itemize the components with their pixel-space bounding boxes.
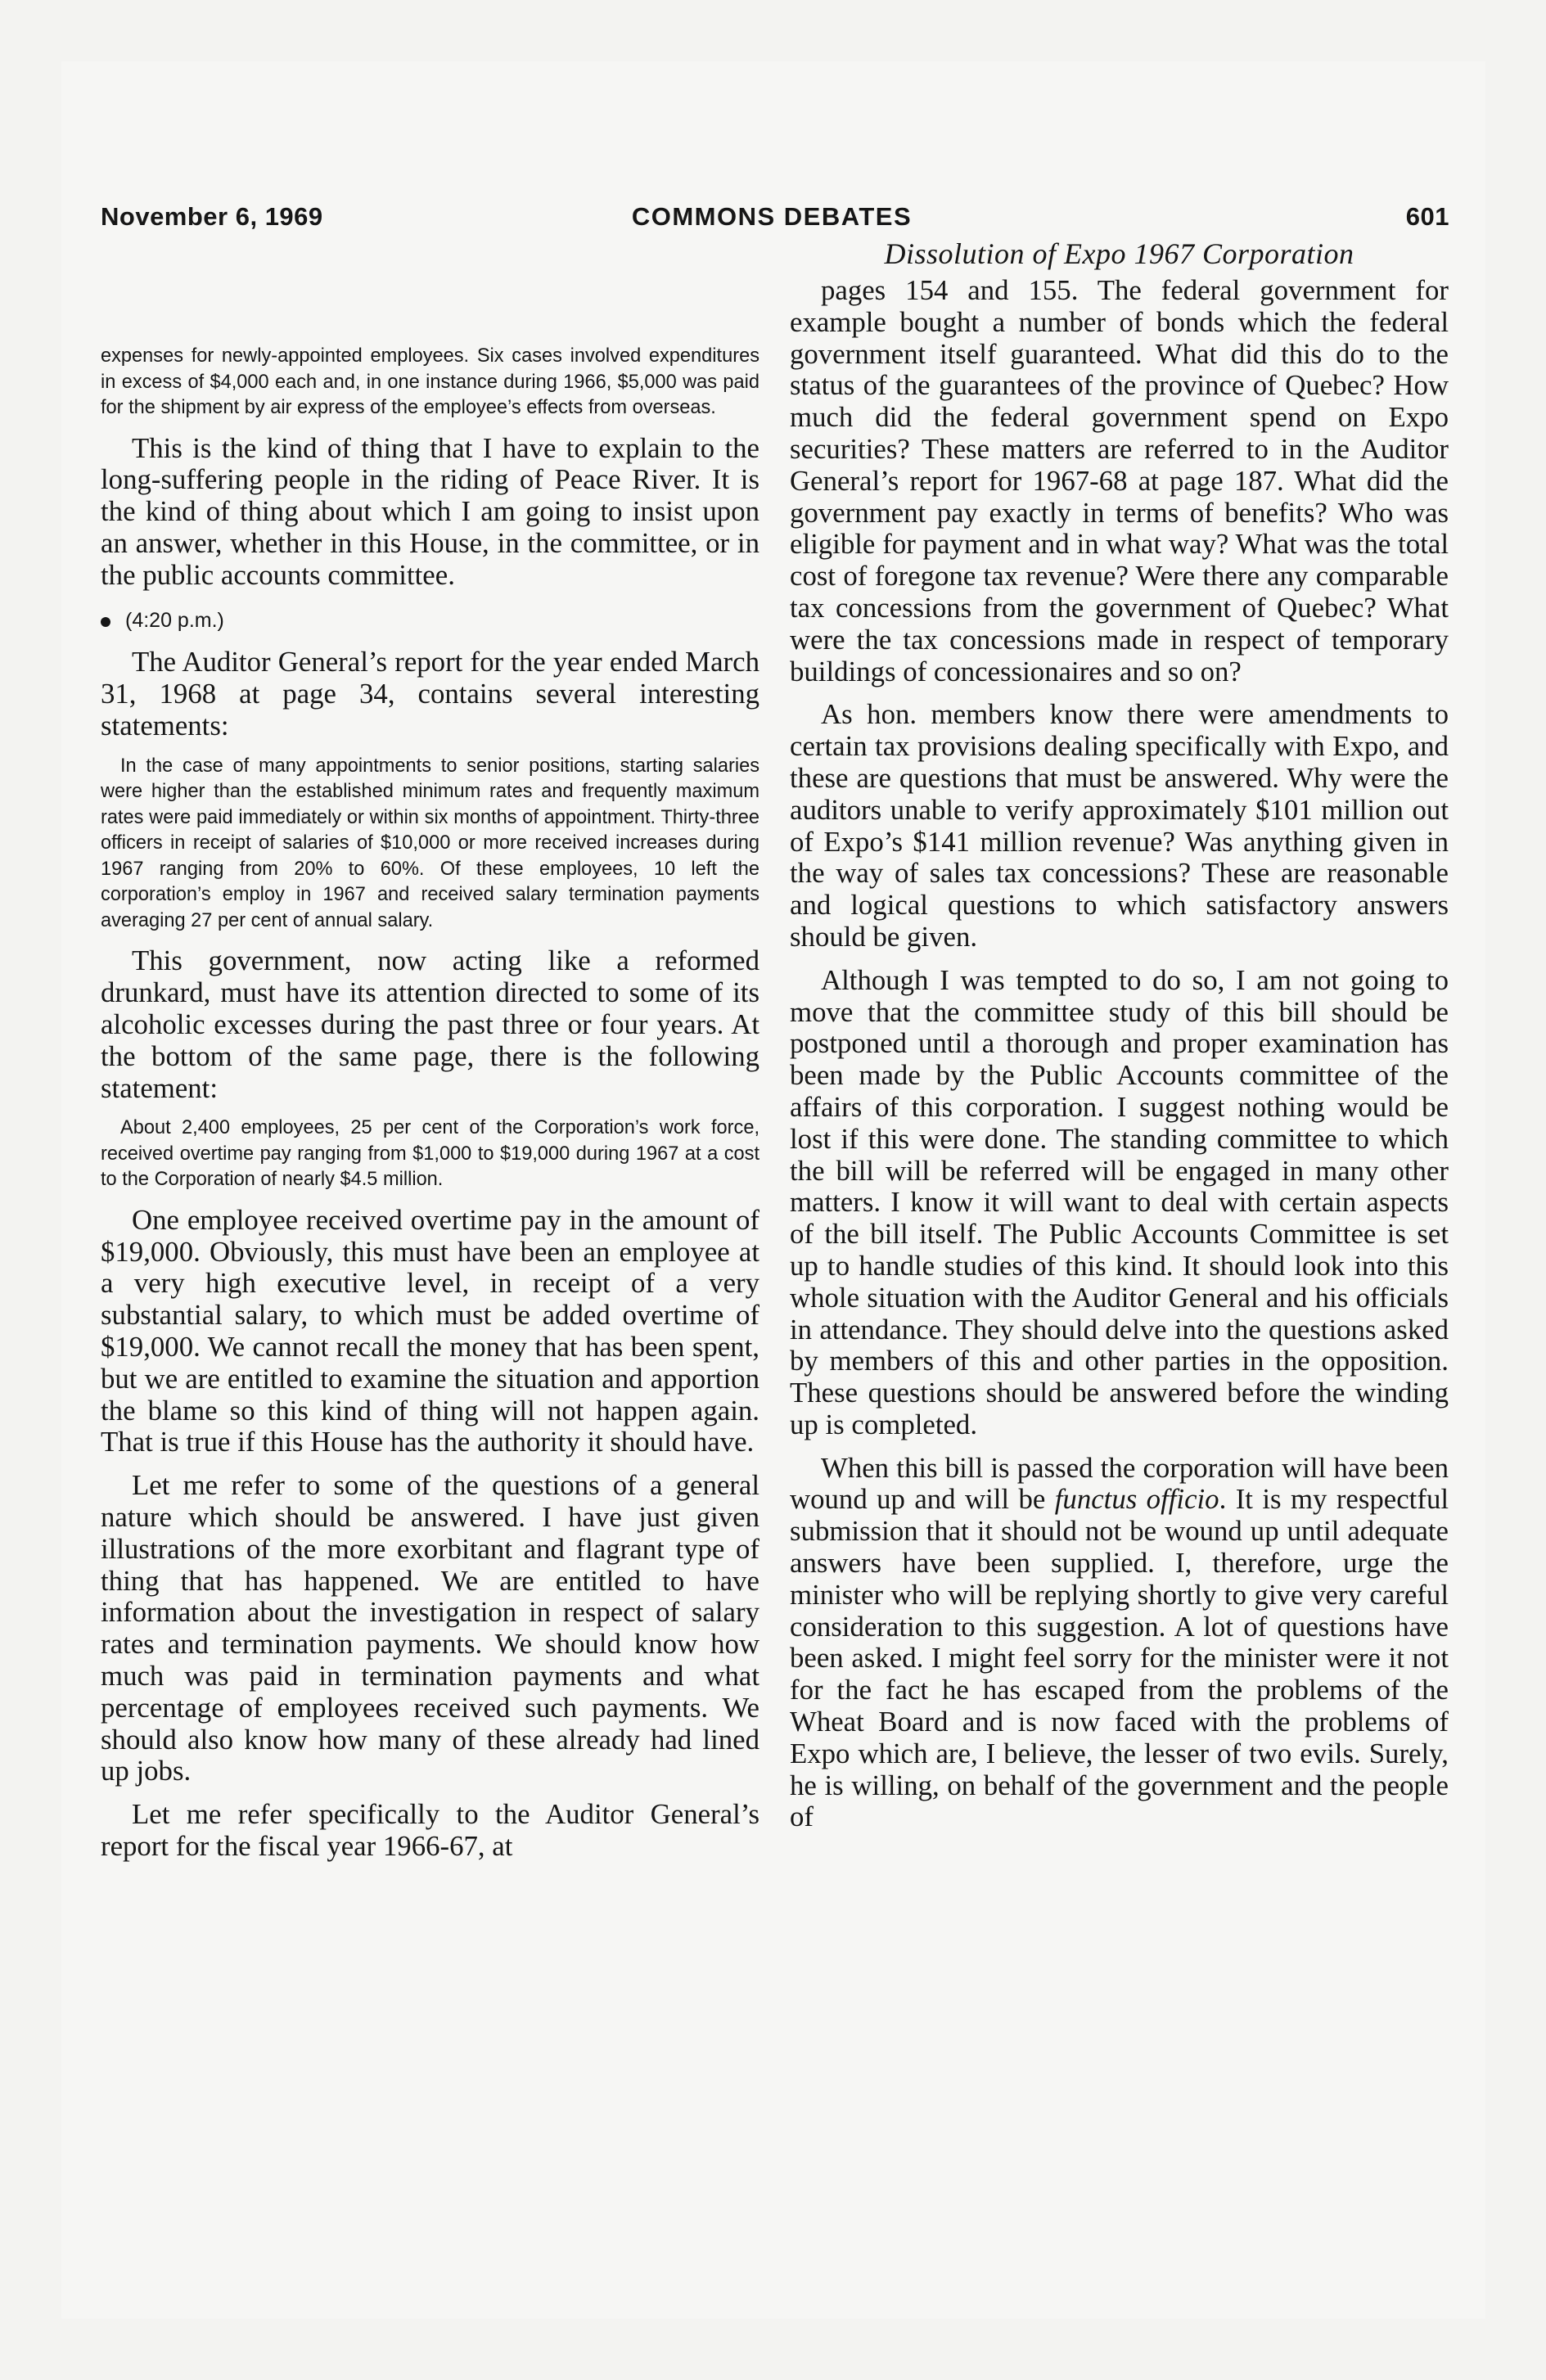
paragraph: Let me refer specifically to the Auditor General’s report for the fiscal year 1966-67, at xyxy=(101,1798,759,1862)
page-header xyxy=(101,202,1449,235)
paragraph: As hon. members know there were amendments to certain tax provisions dealing specifically with Expo, and these are questions that must be answered. Why were the auditors unable to verify approximately $101 million out of Expo’s $141 million revenue? Was anything given in the way of sales tax concessions? These are reasonable and logical questions to which satisfactory answers should be given. xyxy=(790,698,1449,953)
time-marker-text: (4:20 p.m.) xyxy=(125,609,224,633)
quote-block: About 2,400 employees, 25 per cent of the Corporation’s work force, received overtime pay ranging from $1,000 to $19,000 during 1967 at a cost to the Corporation of nearly $4.5 million. xyxy=(101,1117,759,1191)
paragraph: pages 154 and 155. The federal government for example bought a number of bonds which the federal government itself guaranteed. What did this do to the status of the guarantees of the province of Quebec? How much did the federal government spend on Expo securities? These matters are referred to in the Auditor General’s report for 1967-68 at page 187. What did the government pay exactly in terms of benefits? Who was eligible for payment and in what way? What was the total cost of foregone tax revenue? Were there any comparable tax concessions from the government of Quebec? What were the tax concessions made in respect of temporary buildings of concessionaires and so on? xyxy=(790,274,1449,687)
right-column xyxy=(790,236,1449,1833)
paragraph: Let me refer to some of the questions of a general nature which should be answered. I have just given illustrations of the more exorbitant and flagrant type of thing that has happened. We are entitled to have information about the investigation in respect of salary rates and termination payments. We should know how much was paid in termination payments and what percentage of employees received such payments. We should also know how many of these already had lined up jobs. xyxy=(101,1469,759,1787)
left-column xyxy=(101,236,759,1863)
latin-phrase: functus officio xyxy=(1054,1483,1219,1516)
header-date: November 6, 1969 xyxy=(101,202,323,231)
document-page xyxy=(61,61,1485,2319)
paragraph xyxy=(790,1453,1449,1834)
section-subheading: Dissolution of Expo 1967 Corporation xyxy=(884,237,1354,270)
quote-block: expenses for newly-appointed employees. Six cases involved expenditures in excess of $4,000 each and, in one instance during 1966, $5,000 was paid for the shipment by air express of the employee’s effects from overseas. xyxy=(101,345,759,418)
bullet-icon xyxy=(101,617,110,627)
quote-block: In the case of many appointments to senior positions, starting salaries were higher than the established minimum rates and frequently maximum rates were paid immediately or within six months of appointment. Thirty-three officers in receipt of salaries of $10,000 or more received increases during 1967 ranging from 20% to 60%. Of these employees, 10 left the corporation’s employ in 1967 and received salary termination payments averaging 27 per cent of annual salary. xyxy=(101,755,759,931)
paragraph: This is the kind of thing that I have to explain to the long-suffering people in the riding of Peace River. It is the kind of thing about which I am going to insist upon an answer, whether in this House, in the committee, or in the public accounts committee. xyxy=(101,431,759,591)
paragraph-text: . It is my respectful submission that it should not be wound up until adequate answers have been supplied. I, therefore, urge the minister who will be replying shortly to give very careful consideration to this suggestion. A lot of questions have been asked. I might feel sorry for the minister were it not for the fact he has escaped from the problems of the Wheat Board and is now faced with the problems of Expo which are, I believe, the lesser of two evils. Surely, he is willing, on behalf of the government and the people of xyxy=(790,1483,1449,1833)
time-marker xyxy=(101,606,759,635)
header-title: COMMONS DEBATES xyxy=(631,202,913,231)
paragraph-text: When this bill is passed the corporation will have been wound up and will be xyxy=(790,1451,1449,1516)
paragraph: One employee received overtime pay in the amount of $19,000. Obviously, this must have been an employee at a very high executive level, in receipt of a very substantial salary, to which must be added overtime of $19,000. We cannot recall the money that has been spent, but we are entitled to examine the situation and apportion the blame so this kind of thing will not happen again. That is true if this House has the authority it should have. xyxy=(101,1203,759,1458)
paragraph: This government, now acting like a reformed drunkard, must have its attention directed to some of its alcoholic excesses during the past three or four years. At the bottom of the same page, there is the following statement: xyxy=(101,944,759,1104)
paragraph: The Auditor General’s report for the year ended March 31, 1968 at page 34, contains several interesting statements: xyxy=(101,646,759,742)
page-number: 601 xyxy=(1405,202,1449,231)
paragraph: Although I was tempted to do so, I am not going to move that the committee study of this bill should be postponed until a thorough and proper examination has been made by the Public Accounts committee of the affairs of this corporation. I suggest nothing would be lost if this were done. The standing committee to which the bill will be referred will be engaged in many other matters. I know it will want to deal with certain aspects of the bill itself. The Public Accounts Committee is set up to handle studies of this kind. It should look into this whole situation with the Auditor General and his officials in attendance. They should delve into the questions asked by members of this and other parties in the opposition. These questions should be answered before the winding up is completed. xyxy=(790,963,1449,1440)
